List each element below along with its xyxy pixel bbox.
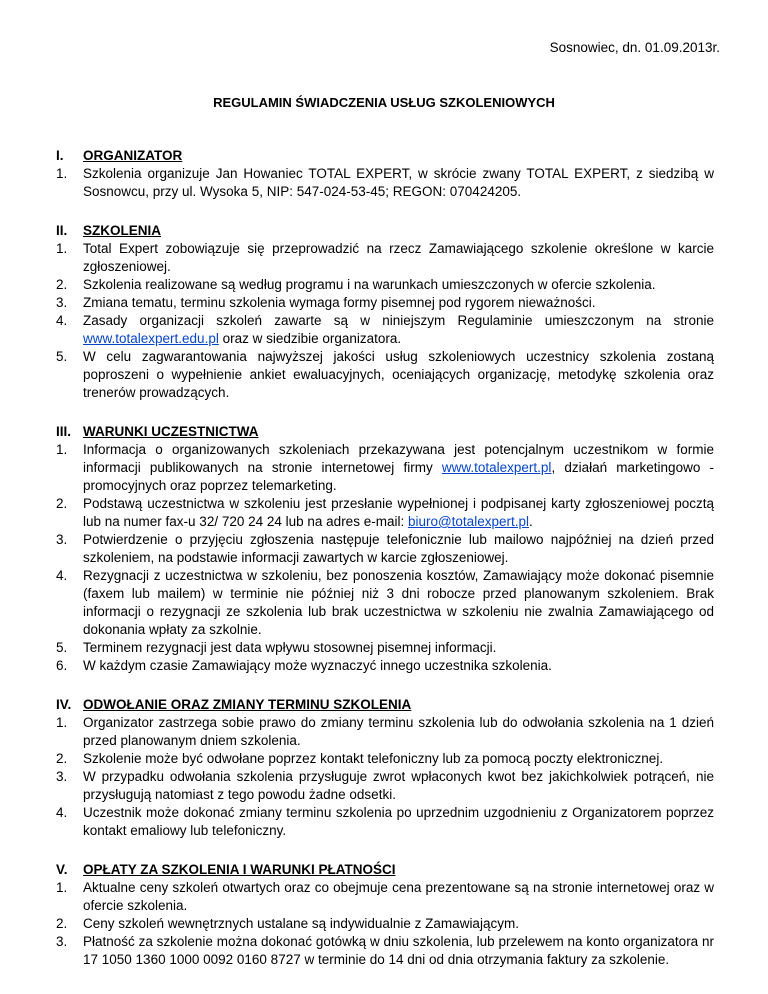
section-heading <box>56 861 714 879</box>
item-link[interactable]: www.totalexpert.edu.pl <box>83 331 219 346</box>
item-text: Zasady organizacji szkoleń zawarte są w niniejszym Regulaminie umieszczonym na stronie <box>83 313 714 328</box>
list-item <box>56 879 714 915</box>
section-heading <box>56 147 714 165</box>
section-heading <box>56 696 714 714</box>
document-body <box>56 147 714 990</box>
section-heading <box>56 423 714 441</box>
section <box>56 147 714 201</box>
item-number: 5. <box>56 349 68 364</box>
section-number: IV. <box>56 697 72 712</box>
date-line: Sosnowiec, dn. 01.09.2013r. <box>549 40 720 55</box>
section-number: III. <box>56 424 72 439</box>
section-number: V. <box>56 862 68 877</box>
section-title: ORGANIZATOR <box>83 148 183 163</box>
list-item <box>56 312 714 348</box>
item-text: Total Expert zobowiązuje się przeprowadzić na rzecz Zamawiającego szkolenie określone w karcie zgłoszeniowej. <box>83 241 714 274</box>
item-number: 3. <box>56 295 68 310</box>
item-text: Zmiana tematu, terminu szkolenia wymaga formy pisemnej pod rygorem nieważności. <box>83 295 596 310</box>
list-item <box>56 768 714 804</box>
item-text: W celu zagwarantowania najwyższej jakości usług szkoleniowych uczestnicy szkolenia zostaną poproszeni o wypełnienie ankiet ewaluacyjnych, oceniających organizację, metodykę szkolenia oraz trenerów prowadzących. <box>83 349 714 400</box>
item-number: 6. <box>56 658 68 673</box>
section <box>56 423 714 675</box>
item-number: 2. <box>56 916 68 931</box>
item-text: Ceny szkoleń wewnętrznych ustalane są indywidualnie z Zamawiającym. <box>83 916 519 931</box>
list-item <box>56 495 714 531</box>
list-item <box>56 348 714 402</box>
list-item <box>56 567 714 639</box>
item-number: 3. <box>56 934 68 949</box>
list-item <box>56 915 714 933</box>
section-title: ODWOŁANIE ORAZ ZMIANY TERMINU SZKOLENIA <box>83 697 412 712</box>
item-text: W przypadku odwołania szkolenia przysługuje zwrot wpłaconych kwot bez jakichkolwiek potrąceń, nie przysługują natomiast z tego powodu żadne odsetki. <box>83 769 714 802</box>
item-number: 2. <box>56 277 68 292</box>
item-text: Podstawą uczestnictwa w szkoleniu jest przesłanie wypełnionej i podpisanej karty zgłoszeniowej pocztą lub na numer fax-u 32/ 720 24 24 lub na adres e-mail: <box>83 496 714 529</box>
item-number: 1. <box>56 442 68 457</box>
item-text: Aktualne ceny szkoleń otwartych oraz co obejmuje cena prezentowane są na stronie internetowej oraz w ofercie szkolenia. <box>83 880 714 913</box>
item-text: W każdym czasie Zamawiający może wyznaczyć innego uczestnika szkolenia. <box>83 658 552 673</box>
list-item <box>56 933 714 969</box>
list-item <box>56 750 714 768</box>
item-number: 1. <box>56 166 68 181</box>
item-text: Rezygnacji z uczestnictwa w szkoleniu, bez ponoszenia kosztów, Zamawiający może dokonać pisemnie (faxem lub mailem) w terminie nie później niż 3 dni robocze przed planowanym szkoleniem. Brak informacji o rezygnacji ze szkolenia lub brak uczestnictwa w szkoleniu nie zwalnia Zamawiającego od dokonania wpłaty za szkolnie. <box>83 568 714 637</box>
item-number: 1. <box>56 241 68 256</box>
item-text: Organizator zastrzega sobie prawo do zmiany terminu szkolenia lub do odwołania szkolenia na 1 dzień przed planowanym dniem szkolenia. <box>83 715 714 748</box>
section-title: WARUNKI UCZESTNICTWA <box>83 424 259 439</box>
item-text: Informacja o organizowanych szkoleniach przekazywana jest potencjalnym uczestnikom w formie informacji publikowanych na stronie internetowej firmy <box>83 442 714 475</box>
item-text: Szkolenie może być odwołane poprzez kontakt telefoniczny lub za pomocą poczty elektronicznej. <box>83 751 664 766</box>
item-number: 4. <box>56 313 68 328</box>
item-number: 2. <box>56 751 68 766</box>
item-number: 3. <box>56 769 68 784</box>
list-item <box>56 165 714 201</box>
item-text: Płatność za szkolenie można dokonać gotówką w dniu szkolenia, lub przelewem na konto organizatora nr 17 1050 1360 1000 0092 0160 8727 w terminie do 14 dni od dnia otrzymania faktury za szkolenie. <box>83 934 714 967</box>
item-link[interactable]: biuro@totalexpert.pl <box>407 514 529 529</box>
list-item <box>56 240 714 276</box>
item-text: , działań marketingowo - promocyjnych oraz poprzez telemarketing. <box>83 460 714 493</box>
section <box>56 222 714 402</box>
section-number: I. <box>56 148 64 163</box>
document-title: REGULAMIN ŚWIADCZENIA USŁUG SZKOLENIOWYCH <box>213 95 555 110</box>
section-heading <box>56 222 714 240</box>
list-item <box>56 714 714 750</box>
item-text: Potwierdzenie o przyjęciu zgłoszenia następuje telefonicznie lub mailowo najpóźniej na dzień przed szkoleniem, na podstawie informacji zawartych w karcie zgłoszeniowej. <box>83 532 714 565</box>
list-item <box>56 294 714 312</box>
item-link[interactable]: www.totalexpert.pl <box>441 460 552 475</box>
item-number: 2. <box>56 496 68 511</box>
item-number: 4. <box>56 805 68 820</box>
item-number: 1. <box>56 880 68 895</box>
item-text: Uczestnik może dokonać zmiany terminu szkolenia po uprzednim uzgodnieniu z Organizatorem poprzez kontakt emaliowy lub telefoniczny. <box>83 805 714 838</box>
item-number: 4. <box>56 568 68 583</box>
section <box>56 696 714 840</box>
item-text: oraz w siedzibie organizatora. <box>218 331 402 346</box>
section-number: II. <box>56 223 68 238</box>
item-text: Szkolenia organizuje Jan Howaniec TOTAL EXPERT, w skrócie zwany TOTAL EXPERT, z siedzibą w Sosnowcu, przy ul. Wysoka 5, NIP: 547-024-53-45; REGON: 070424205. <box>83 166 714 199</box>
list-item <box>56 804 714 840</box>
item-text: . <box>528 514 533 529</box>
list-item <box>56 639 714 657</box>
section-title: OPŁATY ZA SZKOLENIA I WARUNKI PŁATNOŚCI <box>83 862 396 877</box>
list-item <box>56 441 714 495</box>
list-item <box>56 276 714 294</box>
item-number: 3. <box>56 532 68 547</box>
item-number: 1. <box>56 715 68 730</box>
list-item <box>56 531 714 567</box>
item-number: 5. <box>56 640 68 655</box>
section <box>56 861 714 969</box>
item-text: Terminem rezygnacji jest data wpływu stosownej pisemnej informacji. <box>83 640 497 655</box>
list-item <box>56 657 714 675</box>
section-title: SZKOLENIA <box>83 223 162 238</box>
item-text: Szkolenia realizowane są według programu i na warunkach umieszczonych w ofercie szkolenia. <box>83 277 656 292</box>
